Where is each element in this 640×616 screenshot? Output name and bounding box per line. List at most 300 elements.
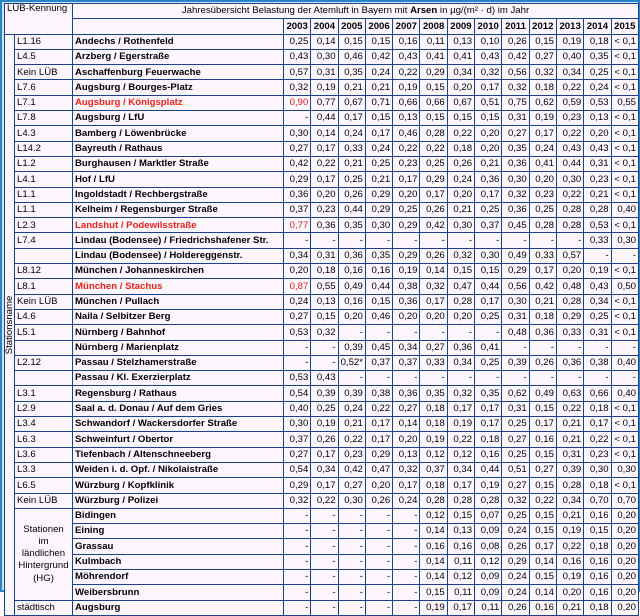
value-cell: 0,32 bbox=[502, 493, 529, 508]
table-row bbox=[5, 524, 639, 539]
value-cell: - bbox=[475, 325, 502, 340]
value-cell: 0,31 bbox=[556, 447, 583, 462]
value-cell: 0,14 bbox=[420, 264, 447, 279]
value-cell: 0,28 bbox=[556, 218, 583, 233]
value-cell: 0,36 bbox=[393, 386, 420, 401]
value-cell: - bbox=[393, 554, 420, 569]
value-cell: - bbox=[584, 340, 611, 355]
value-cell: 0,28 bbox=[556, 294, 583, 309]
value-cell: 0,28 bbox=[584, 202, 611, 217]
value-cell: 0,33 bbox=[584, 233, 611, 248]
value-cell: 0,17 bbox=[311, 172, 338, 187]
value-cell: 0,17 bbox=[420, 187, 447, 202]
value-cell: 0,32 bbox=[284, 80, 311, 95]
value-cell: 0,14 bbox=[420, 524, 447, 539]
year-header: 2011 bbox=[502, 19, 529, 34]
value-cell: 0,15 bbox=[447, 508, 474, 523]
station-name-cell: Bamberg / Löwenbrücke bbox=[73, 126, 284, 141]
table-row bbox=[5, 156, 639, 171]
value-cell: 0,14 bbox=[420, 569, 447, 584]
value-cell: 0,90 bbox=[284, 95, 311, 110]
value-cell: 0,32 bbox=[475, 65, 502, 80]
table-row bbox=[5, 371, 639, 386]
value-cell: 0,62 bbox=[502, 386, 529, 401]
value-cell: 0,24 bbox=[502, 569, 529, 584]
value-cell: < 0,1 bbox=[611, 432, 638, 447]
value-cell: 0,45 bbox=[502, 218, 529, 233]
value-cell: 0,41 bbox=[420, 49, 447, 64]
value-cell: 0,18 bbox=[529, 80, 556, 95]
value-cell: - bbox=[365, 554, 392, 569]
value-cell: 0,24 bbox=[447, 172, 474, 187]
value-cell: 0,29 bbox=[393, 248, 420, 263]
value-cell: 0,32 bbox=[447, 386, 474, 401]
value-cell: 0,35 bbox=[502, 141, 529, 156]
value-cell: 0,15 bbox=[447, 264, 474, 279]
value-cell: 0,14 bbox=[311, 34, 338, 49]
kennung-cell: L7.4 bbox=[15, 233, 73, 248]
station-name-cell: Augsburg / Bourges-Platz bbox=[73, 80, 284, 95]
value-cell: 0,14 bbox=[393, 417, 420, 432]
value-cell: 0,25 bbox=[284, 34, 311, 49]
value-cell: 0,21 bbox=[338, 417, 365, 432]
station-name-cell: München / Johanneskirchen bbox=[73, 264, 284, 279]
value-cell: 0,15 bbox=[365, 294, 392, 309]
value-cell: 0,25 bbox=[475, 309, 502, 324]
value-cell: 0,31 bbox=[584, 325, 611, 340]
kennung-cell: L2.12 bbox=[15, 355, 73, 370]
value-cell: 0,43 bbox=[284, 49, 311, 64]
value-cell: 0,21 bbox=[529, 294, 556, 309]
value-cell: 0,13 bbox=[311, 294, 338, 309]
value-cell: 0,22 bbox=[393, 141, 420, 156]
value-cell: 0,22 bbox=[556, 539, 583, 554]
year-header: 2008 bbox=[420, 19, 447, 34]
stationsname-side-label bbox=[5, 34, 15, 615]
value-cell: 0,30 bbox=[611, 233, 638, 248]
value-cell: 0,20 bbox=[556, 585, 583, 600]
value-cell: 0,44 bbox=[556, 156, 583, 171]
value-cell: 0,15 bbox=[365, 34, 392, 49]
kennung-cell: L6.5 bbox=[15, 478, 73, 493]
table-row bbox=[5, 401, 639, 416]
value-cell: 0,41 bbox=[529, 156, 556, 171]
value-cell: 0,09 bbox=[475, 585, 502, 600]
value-cell: 0,17 bbox=[338, 111, 365, 126]
value-cell: 0,20 bbox=[475, 126, 502, 141]
value-cell: 0,14 bbox=[420, 554, 447, 569]
station-name-cell: Landshut / Podewilsstraße bbox=[73, 218, 284, 233]
value-cell: < 0,1 bbox=[611, 141, 638, 156]
value-cell: 0,15 bbox=[338, 34, 365, 49]
value-cell: < 0,1 bbox=[611, 294, 638, 309]
value-cell: 0,19 bbox=[311, 80, 338, 95]
value-cell: 0,22 bbox=[556, 187, 583, 202]
table-row bbox=[5, 569, 639, 584]
value-cell: 0,15 bbox=[529, 401, 556, 416]
value-cell: 0,27 bbox=[502, 126, 529, 141]
value-cell: - bbox=[311, 554, 338, 569]
value-cell: 0,30 bbox=[611, 462, 638, 477]
value-cell: 0,19 bbox=[311, 417, 338, 432]
kennung-header: LÜB-Kennung bbox=[5, 4, 73, 35]
value-cell: 0,16 bbox=[475, 447, 502, 462]
table-row bbox=[5, 447, 639, 462]
arsen-table bbox=[4, 3, 639, 616]
value-cell: - bbox=[393, 539, 420, 554]
value-cell: - bbox=[338, 371, 365, 386]
value-cell: 0,66 bbox=[420, 95, 447, 110]
value-cell: 0,37 bbox=[420, 462, 447, 477]
station-name-cell: Kelheim / Regensburger Straße bbox=[73, 202, 284, 217]
value-cell: 0,56 bbox=[502, 65, 529, 80]
kennung-cell: L4.3 bbox=[15, 126, 73, 141]
value-cell: 0,27 bbox=[502, 432, 529, 447]
value-cell: < 0,1 bbox=[611, 309, 638, 324]
value-cell: < 0,1 bbox=[611, 111, 638, 126]
value-cell: 0,17 bbox=[475, 417, 502, 432]
value-cell: 0,17 bbox=[393, 172, 420, 187]
value-cell: 0,36 bbox=[502, 156, 529, 171]
value-cell: 0,45 bbox=[365, 340, 392, 355]
value-cell: 0,55 bbox=[311, 279, 338, 294]
value-cell: 0,17 bbox=[365, 417, 392, 432]
value-cell: 0,20 bbox=[447, 187, 474, 202]
value-cell: < 0,1 bbox=[611, 401, 638, 416]
value-cell: - bbox=[311, 340, 338, 355]
value-cell: < 0,1 bbox=[611, 80, 638, 95]
value-cell: 0,19 bbox=[393, 80, 420, 95]
value-cell: 0,20 bbox=[611, 569, 638, 584]
value-cell: 0,16 bbox=[447, 539, 474, 554]
value-cell: - bbox=[447, 325, 474, 340]
value-cell: 0,18 bbox=[529, 309, 556, 324]
value-cell: 0,20 bbox=[365, 478, 392, 493]
value-cell: 0,31 bbox=[311, 65, 338, 80]
value-cell: 0,31 bbox=[502, 309, 529, 324]
value-cell: 0,42 bbox=[502, 49, 529, 64]
value-cell: 0,29 bbox=[365, 187, 392, 202]
value-cell: 0,49 bbox=[529, 386, 556, 401]
header-row-years bbox=[5, 19, 639, 34]
value-cell: 0,17 bbox=[311, 478, 338, 493]
value-cell: 0,20 bbox=[420, 309, 447, 324]
station-name-cell: Arzberg / Egerstraße bbox=[73, 49, 284, 64]
value-cell: 0,17 bbox=[365, 432, 392, 447]
value-cell: 0,32 bbox=[311, 325, 338, 340]
value-cell: 0,15 bbox=[529, 569, 556, 584]
value-cell: - bbox=[284, 111, 311, 126]
value-cell: 0,34 bbox=[556, 65, 583, 80]
value-cell: - bbox=[420, 371, 447, 386]
value-cell: - bbox=[502, 233, 529, 248]
kennung-cell: L3.1 bbox=[15, 386, 73, 401]
value-cell: 0,26 bbox=[311, 432, 338, 447]
value-cell: 0,20 bbox=[556, 264, 583, 279]
value-cell: 0,13 bbox=[393, 111, 420, 126]
table-row bbox=[5, 478, 639, 493]
value-cell: 0,28 bbox=[447, 493, 474, 508]
kennung-cell: Kein LÜB bbox=[15, 294, 73, 309]
value-cell: 0,26 bbox=[502, 539, 529, 554]
value-cell: 0,47 bbox=[365, 462, 392, 477]
value-cell: 0,53 bbox=[284, 325, 311, 340]
value-cell: 0,30 bbox=[284, 417, 311, 432]
kennung-cell: L8.1 bbox=[15, 279, 73, 294]
table-row bbox=[5, 539, 639, 554]
value-cell: 0,25 bbox=[502, 447, 529, 462]
table-row bbox=[5, 585, 639, 600]
value-cell: < 0,1 bbox=[611, 325, 638, 340]
kennung-cell: Kein LÜB bbox=[15, 493, 73, 508]
value-cell: 0,12 bbox=[447, 569, 474, 584]
value-cell: < 0,1 bbox=[611, 156, 638, 171]
value-cell: 0,52* bbox=[338, 355, 365, 370]
table-row bbox=[5, 325, 639, 340]
value-cell: 0,20 bbox=[447, 309, 474, 324]
value-cell: 0,29 bbox=[284, 478, 311, 493]
table-row bbox=[5, 386, 639, 401]
value-cell: 0,33 bbox=[420, 355, 447, 370]
value-cell: 0,12 bbox=[447, 447, 474, 462]
value-cell: 0,20 bbox=[611, 585, 638, 600]
value-cell: 0,16 bbox=[420, 539, 447, 554]
value-cell: 0,16 bbox=[529, 600, 556, 615]
value-cell: - bbox=[284, 355, 311, 370]
station-name-cell: München / Pullach bbox=[73, 294, 284, 309]
value-cell: 0,13 bbox=[447, 524, 474, 539]
kennung-cell: L4.5 bbox=[15, 49, 73, 64]
value-cell: 0,15 bbox=[475, 111, 502, 126]
value-cell: 0,38 bbox=[365, 386, 392, 401]
value-cell: 0,27 bbox=[529, 49, 556, 64]
value-cell: 0,53 bbox=[584, 218, 611, 233]
value-cell: - bbox=[365, 539, 392, 554]
value-cell: - bbox=[311, 355, 338, 370]
value-cell: 0,15 bbox=[529, 524, 556, 539]
value-cell: 0,12 bbox=[420, 508, 447, 523]
value-cell: 0,77 bbox=[284, 218, 311, 233]
kennung-cell bbox=[15, 248, 73, 263]
value-cell: - bbox=[338, 600, 365, 615]
kennung-cell: L1.1 bbox=[15, 202, 73, 217]
value-cell: 0,71 bbox=[365, 95, 392, 110]
value-cell: 0,21 bbox=[556, 432, 583, 447]
value-cell: 0,34 bbox=[447, 355, 474, 370]
value-cell: 0,34 bbox=[311, 462, 338, 477]
value-cell: 0,17 bbox=[393, 478, 420, 493]
value-cell: 0,49 bbox=[338, 279, 365, 294]
value-cell: 0,21 bbox=[365, 80, 392, 95]
value-cell: 0,30 bbox=[475, 248, 502, 263]
value-cell: 0,15 bbox=[447, 111, 474, 126]
value-cell: 0,19 bbox=[584, 264, 611, 279]
table-row bbox=[5, 172, 639, 187]
value-cell: 0,32 bbox=[420, 279, 447, 294]
value-cell: 0,22 bbox=[311, 156, 338, 171]
title-substance: Arsen bbox=[410, 5, 438, 17]
value-cell: 0,18 bbox=[584, 34, 611, 49]
value-cell: 0,14 bbox=[311, 126, 338, 141]
value-cell: 0,22 bbox=[447, 126, 474, 141]
value-cell: 0,35 bbox=[338, 218, 365, 233]
table-row bbox=[5, 600, 639, 615]
value-cell: - bbox=[311, 539, 338, 554]
value-cell: 0,15 bbox=[420, 80, 447, 95]
value-cell: 0,40 bbox=[611, 202, 638, 217]
value-cell: 0,35 bbox=[420, 386, 447, 401]
value-cell: 0,50 bbox=[611, 279, 638, 294]
value-cell: 0,26 bbox=[338, 187, 365, 202]
value-cell: 0,25 bbox=[475, 355, 502, 370]
year-header: 2013 bbox=[556, 19, 583, 34]
value-cell: - bbox=[584, 248, 611, 263]
value-cell: 0,22 bbox=[529, 493, 556, 508]
table-row bbox=[5, 417, 639, 432]
value-cell: 0,35 bbox=[365, 248, 392, 263]
title-prefix: Jahresübersicht Belastung der Atemluft in Bayern mit bbox=[181, 5, 411, 17]
table-title bbox=[73, 4, 639, 19]
value-cell: - bbox=[611, 248, 638, 263]
value-cell: 0,30 bbox=[365, 218, 392, 233]
value-cell: 0,23 bbox=[584, 172, 611, 187]
value-cell: - bbox=[284, 554, 311, 569]
value-cell: - bbox=[311, 600, 338, 615]
value-cell: 0,17 bbox=[311, 141, 338, 156]
value-cell: - bbox=[338, 569, 365, 584]
kennung-cell: L3.3 bbox=[15, 462, 73, 477]
value-cell: 0,33 bbox=[529, 248, 556, 263]
value-cell: 0,42 bbox=[529, 279, 556, 294]
value-cell: 0,17 bbox=[447, 600, 474, 615]
value-cell: 0,30 bbox=[556, 172, 583, 187]
value-cell: - bbox=[284, 524, 311, 539]
value-cell: - bbox=[475, 371, 502, 386]
value-cell: 0,39 bbox=[556, 462, 583, 477]
value-cell: 0,11 bbox=[475, 600, 502, 615]
value-cell: 0,43 bbox=[393, 49, 420, 64]
value-cell: 0,25 bbox=[529, 202, 556, 217]
value-cell: 0,19 bbox=[529, 111, 556, 126]
value-cell: 0,16 bbox=[584, 569, 611, 584]
value-cell: 0,20 bbox=[611, 554, 638, 569]
value-cell: 0,19 bbox=[475, 478, 502, 493]
value-cell: - bbox=[529, 233, 556, 248]
value-cell: - bbox=[338, 554, 365, 569]
table-row bbox=[5, 248, 639, 263]
value-cell: - bbox=[393, 600, 420, 615]
value-cell: 0,15 bbox=[584, 524, 611, 539]
value-cell: 0,28 bbox=[556, 202, 583, 217]
value-cell: 0,30 bbox=[311, 49, 338, 64]
value-cell: - bbox=[338, 524, 365, 539]
value-cell: 0,17 bbox=[475, 80, 502, 95]
value-cell: < 0,1 bbox=[611, 478, 638, 493]
value-cell: 0,25 bbox=[475, 202, 502, 217]
value-cell: 0,22 bbox=[338, 432, 365, 447]
value-cell: 0,36 bbox=[529, 325, 556, 340]
value-cell: 0,19 bbox=[556, 524, 583, 539]
value-cell: 0,23 bbox=[556, 111, 583, 126]
value-cell: 0,21 bbox=[584, 187, 611, 202]
hintergrund-group-label: Stationen im ländlichen Hintergrund (HG) bbox=[15, 508, 73, 600]
value-cell: 0,20 bbox=[611, 600, 638, 615]
year-header: 2010 bbox=[475, 19, 502, 34]
value-cell: < 0,1 bbox=[611, 218, 638, 233]
value-cell: 0,25 bbox=[365, 156, 392, 171]
value-cell: 0,15 bbox=[420, 111, 447, 126]
value-cell: 0,38 bbox=[393, 279, 420, 294]
value-cell: 0,26 bbox=[447, 156, 474, 171]
year-header: 2004 bbox=[311, 19, 338, 34]
value-cell: 0,35 bbox=[584, 49, 611, 64]
value-cell: - bbox=[365, 233, 392, 248]
value-cell: 0,26 bbox=[365, 493, 392, 508]
value-cell: 0,21 bbox=[338, 156, 365, 171]
value-cell: 0,30 bbox=[502, 294, 529, 309]
value-cell: 0,08 bbox=[475, 539, 502, 554]
value-cell: 0,19 bbox=[420, 600, 447, 615]
value-cell: 0,26 bbox=[502, 34, 529, 49]
value-cell: 0,18 bbox=[420, 478, 447, 493]
station-name-cell: München / Stachus bbox=[73, 279, 284, 294]
value-cell: - bbox=[338, 508, 365, 523]
value-cell: - bbox=[284, 340, 311, 355]
station-name-cell: Kulmbach bbox=[73, 554, 284, 569]
value-cell: 0,32 bbox=[447, 248, 474, 263]
value-cell: 0,17 bbox=[311, 447, 338, 462]
value-cell: 0,15 bbox=[529, 34, 556, 49]
value-cell: 0,33 bbox=[556, 325, 583, 340]
value-cell: 0,15 bbox=[529, 508, 556, 523]
value-cell: 0,51 bbox=[475, 95, 502, 110]
station-name-cell: Andechs / Rothenfeld bbox=[73, 34, 284, 49]
station-name-cell: Burghausen / Marktler Straße bbox=[73, 156, 284, 171]
year-header: 2003 bbox=[284, 19, 311, 34]
value-cell: 0,22 bbox=[556, 401, 583, 416]
value-cell: 0,37 bbox=[393, 355, 420, 370]
value-cell: 0,57 bbox=[284, 65, 311, 80]
value-cell: 0,46 bbox=[365, 309, 392, 324]
value-cell: 0,26 bbox=[529, 355, 556, 370]
value-cell: 0,28 bbox=[475, 493, 502, 508]
value-cell: 0,27 bbox=[420, 340, 447, 355]
value-cell: - bbox=[338, 233, 365, 248]
value-cell: 0,19 bbox=[420, 432, 447, 447]
station-name-cell: Passau / Kl. Exerzierplatz bbox=[73, 371, 284, 386]
value-cell: - bbox=[311, 569, 338, 584]
value-cell: 0,34 bbox=[393, 340, 420, 355]
value-cell: 0,48 bbox=[502, 325, 529, 340]
value-cell: 0,22 bbox=[393, 65, 420, 80]
value-cell: 0,56 bbox=[502, 279, 529, 294]
year-header: 2009 bbox=[447, 19, 474, 34]
value-cell: - bbox=[611, 371, 638, 386]
value-cell: 0,20 bbox=[611, 524, 638, 539]
year-header: 2014 bbox=[584, 19, 611, 34]
value-cell: 0,67 bbox=[338, 95, 365, 110]
value-cell: 0,24 bbox=[338, 401, 365, 416]
value-cell: 0,15 bbox=[529, 478, 556, 493]
value-cell: 0,36 bbox=[393, 294, 420, 309]
kennung-cell: L4.1 bbox=[15, 172, 73, 187]
station-name-cell: Bidingen bbox=[73, 508, 284, 523]
station-name-cell: Lindau (Bodensee) / Friedrichshafener Str. bbox=[73, 233, 284, 248]
value-cell: - bbox=[365, 600, 392, 615]
value-cell: 0,43 bbox=[584, 141, 611, 156]
value-cell: < 0,1 bbox=[611, 172, 638, 187]
value-cell: 0,31 bbox=[584, 156, 611, 171]
